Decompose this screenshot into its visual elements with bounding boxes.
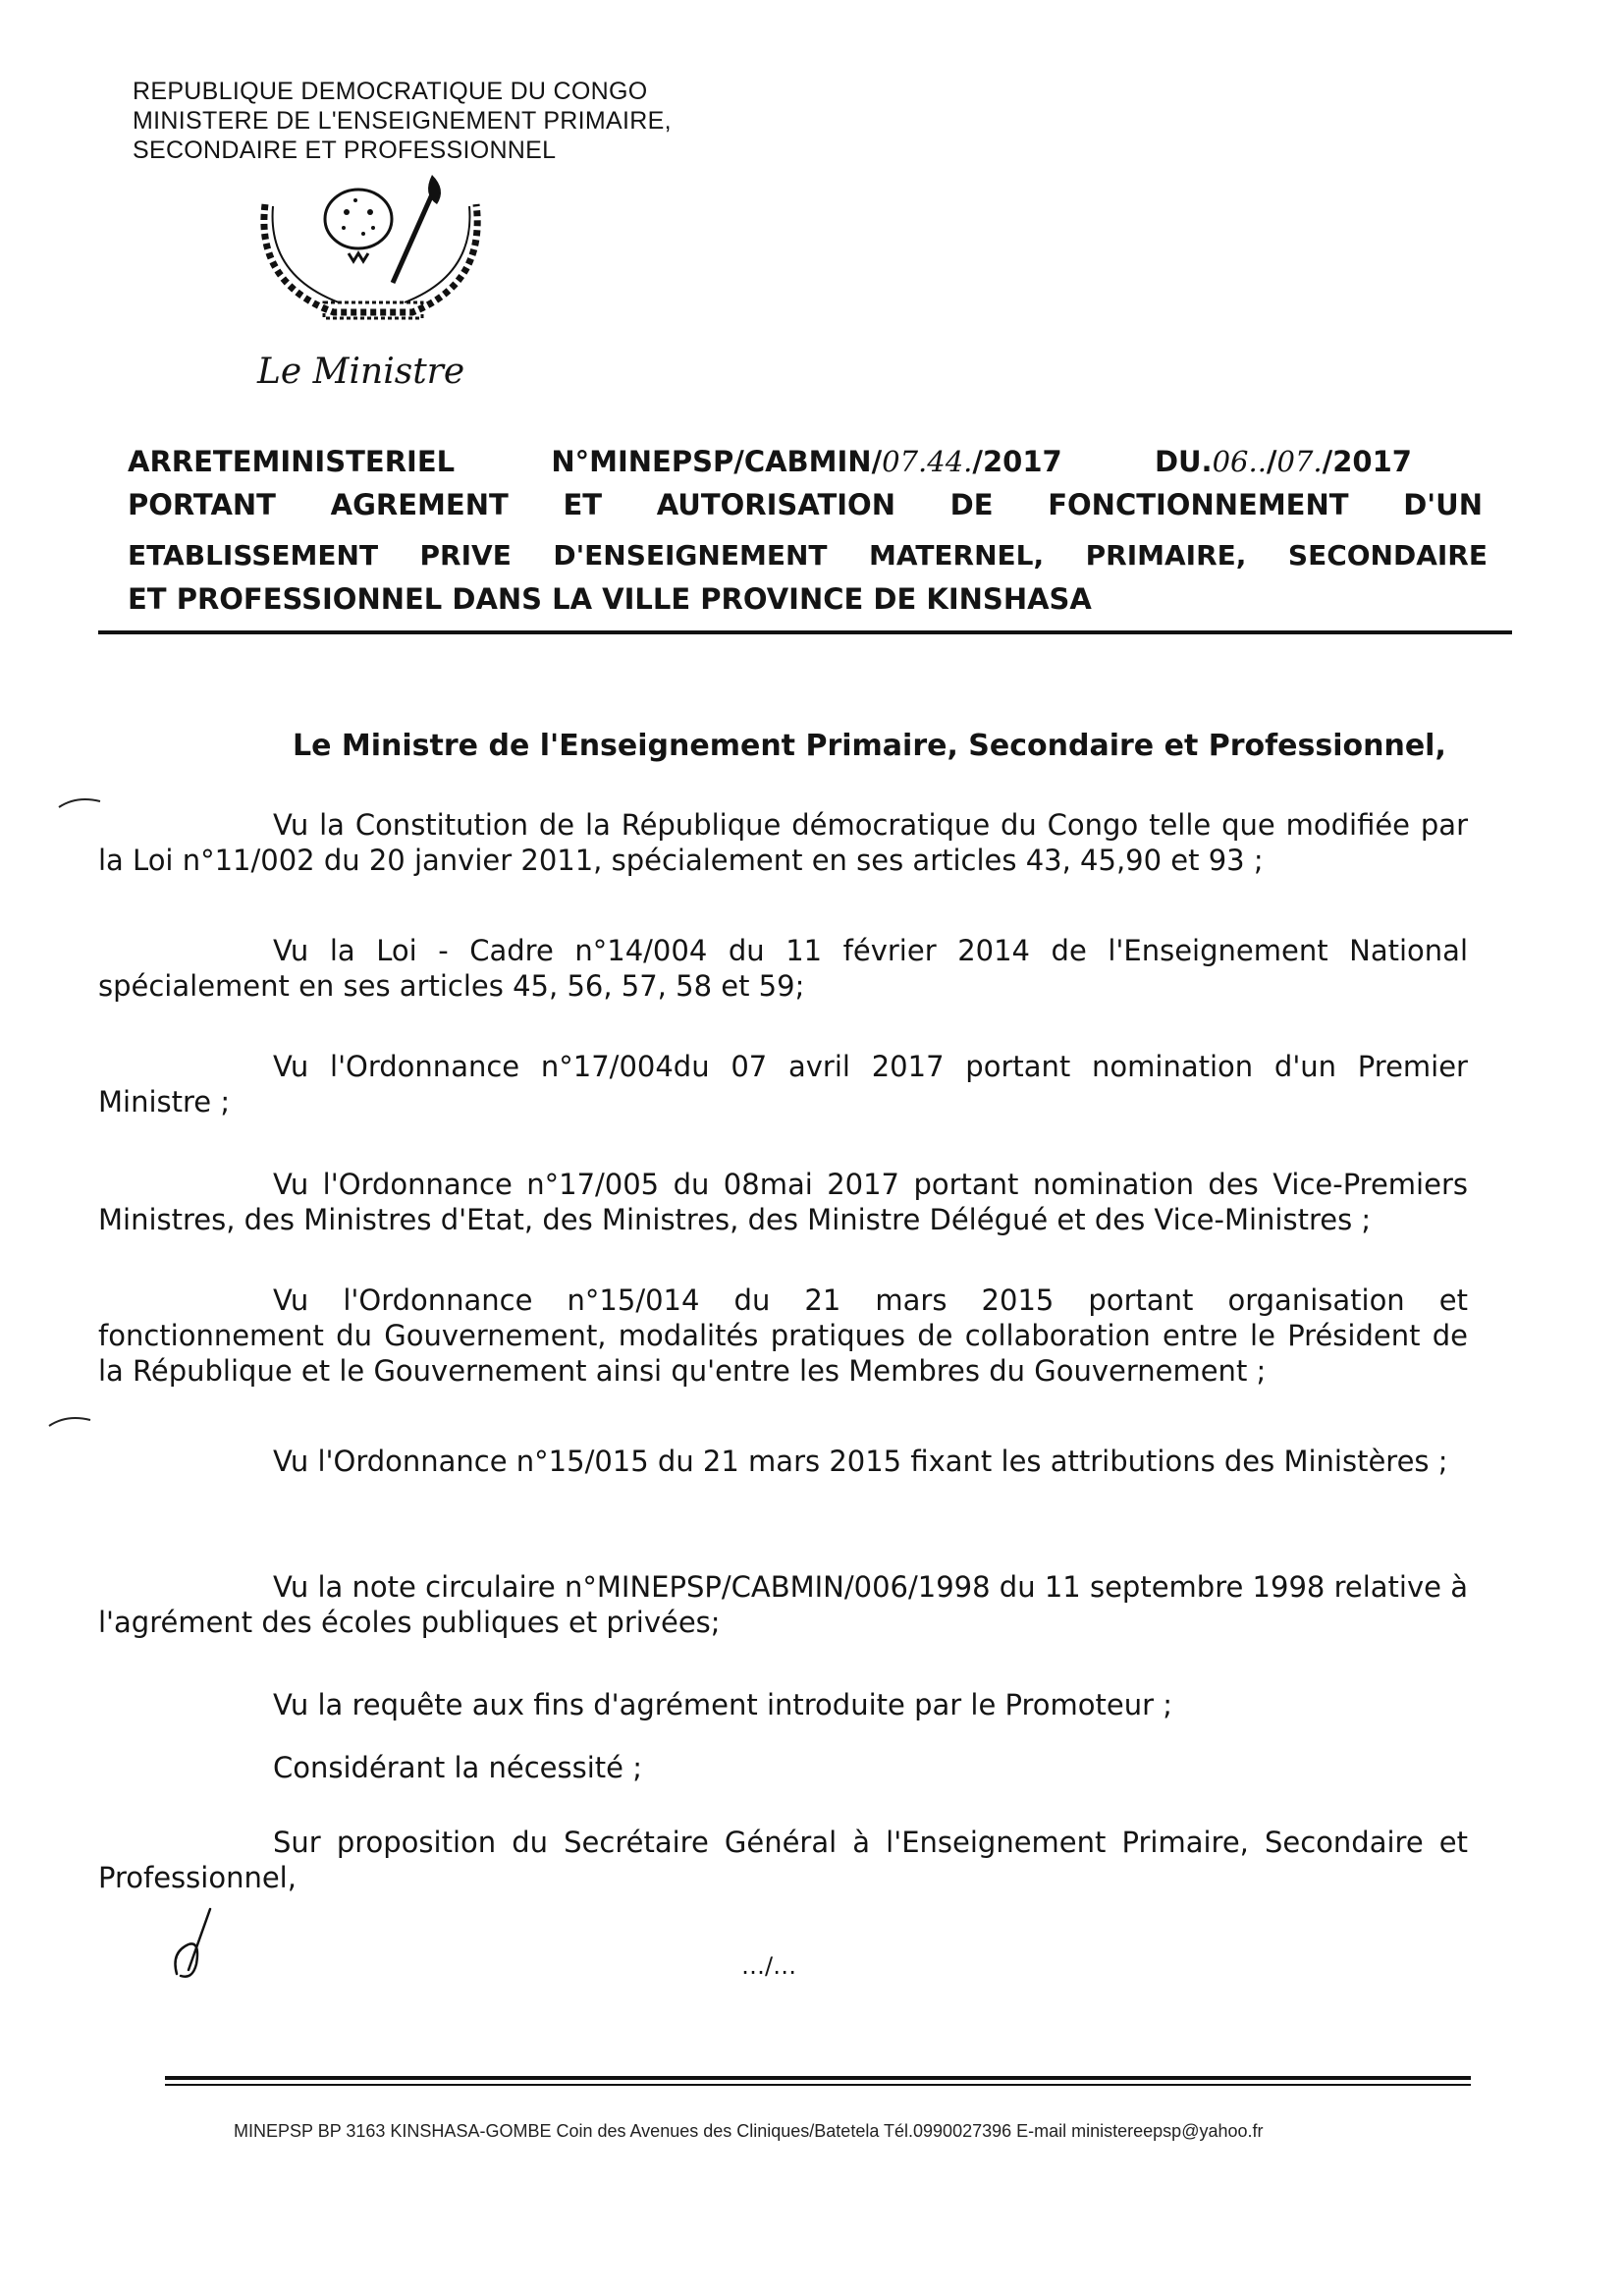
paragraph-constitution: Vu la Constitution de la République démocratique du Congo telle que modifiée par la Loi n°11/002 du 20 janvier 2011, spécialement en ses articles 43, 45,90 et 93 ; [98,808,1468,877]
header-republic: REPUBLIQUE DEMOCRATIQUE DU CONGO [133,78,648,105]
decree-number-prefix: N°MINEPSP/CABMIN/ [551,445,883,478]
decree-number-handwritten: 07.44. [882,445,973,478]
decree-date-prefix: DU. [1154,445,1213,478]
paragraph-necessite: Considérant la nécessité ; [273,1751,642,1784]
header-ministry-cont: SECONDAIRE ET PROFESSIONNEL [133,136,557,164]
decree-date-year: /2017 [1322,445,1412,478]
header-ministry: MINISTERE DE L'ENSEIGNEMENT PRIMAIRE, [133,107,672,135]
initials-signature [167,1905,236,1984]
footer-rule-thick [165,2076,1471,2080]
decree-number-line [128,444,1483,479]
decree-title-line-3: ET PROFESSIONNEL DANS LA VILLE PROVINCE DE KINSHASA [128,582,1092,616]
paragraph-loi-cadre: Vu la Loi - Cadre n°14/004 du 11 février 2014 de l'Enseignement National spécialement en ses articles 45, 56, 57, 58 et 59; [98,934,1468,1003]
decree-title-line-1: PORTANT AGREMENT ET AUTORISATION DE FONCTIONNEMENT D'UN [128,488,1483,521]
decree-date-sep: / [1266,445,1277,478]
scan-mark [57,793,102,811]
coat-of-arms-icon [245,165,501,332]
paragraph-note-circulaire: Vu la note circulaire n°MINEPSP/CABMIN/006/1998 du 11 septembre 1998 relative à l'agrément des écoles publiques et privées; [98,1570,1468,1639]
paragraph-proposition: Sur proposition du Secrétaire Général à l'Enseignement Primaire, Secondaire et Professionnel, [98,1826,1468,1894]
paragraph-ordonnance-attributions: Vu l'Ordonnance n°15/015 du 21 mars 2015 fixant les attributions des Ministères ; [273,1445,1448,1478]
paragraph-requete: Vu la requête aux fins d'agrément introduite par le Promoteur ; [273,1688,1173,1721]
paragraph-ordonnance-ministres: Vu l'Ordonnance n°17/005 du 08mai 2017 portant nomination des Vice-Premiers Ministres, des Ministres d'Etat, des Ministres, des Ministre Délégué et des Vice-Ministres ; [98,1168,1468,1236]
decree-number-suffix: /2017 [972,445,1062,478]
footer-rule-thin [165,2084,1471,2086]
decree-title-line-2: ETABLISSEMENT PRIVE D'ENSEIGNEMENT MATERNEL, PRIMAIRE, SECONDAIRE [128,539,1488,572]
minister-title: Le Ministre [257,352,465,392]
decree-date-month: 07. [1276,445,1323,478]
minister-heading: Le Ministre de l'Enseignement Primaire, Secondaire et Professionnel, [293,729,1446,763]
decree-label: ARRETEMINISTERIEL [128,445,456,478]
decree-date-day: 06.. [1212,445,1267,478]
paragraph-ordonnance-gouvernement: Vu l'Ordonnance n°15/014 du 21 mars 2015 portant organisation et fonctionnement du Gouvernement, modalités pratiques de collaboration entre le Président de la République et le Gouvernement ainsi qu'entre les Membres du Gouvernement ; [98,1283,1468,1388]
title-divider [98,630,1512,634]
continuation-mark: …/… [741,1952,797,1980]
scan-mark [47,1412,92,1430]
paragraph-ordonnance-premier-ministre: Vu l'Ordonnance n°17/004du 07 avril 2017 portant nomination d'un Premier Ministre ; [98,1050,1468,1119]
footer-address: MINEPSP BP 3163 KINSHASA-GOMBE Coin des Avenues des Cliniques/Batetela Tél.0990027396 E-mail ministereepsp@yahoo.fr [234,2121,1264,2141]
